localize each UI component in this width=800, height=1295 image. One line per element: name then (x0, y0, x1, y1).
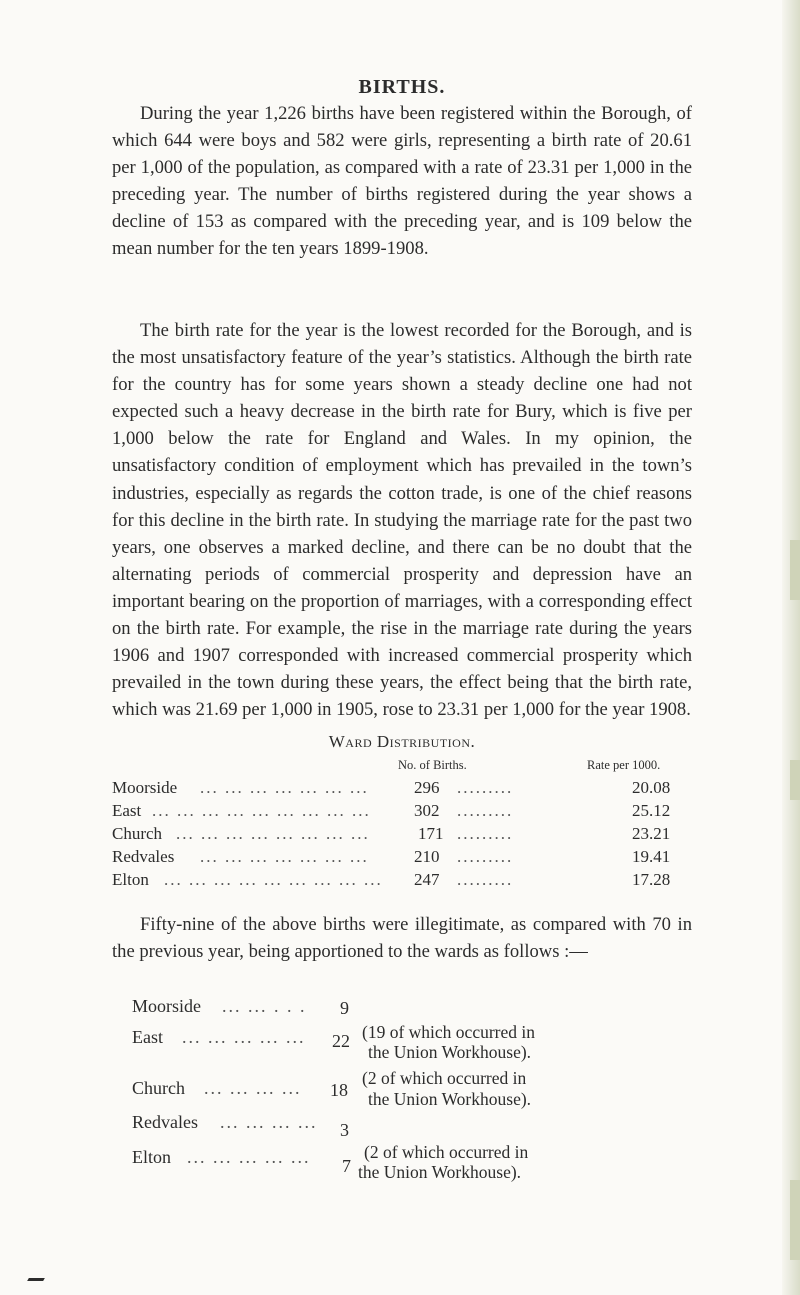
page-edge (782, 0, 800, 1295)
leader-dots: ......... (457, 847, 514, 866)
ward-births: 171 (418, 824, 444, 843)
ward-name: Church (112, 824, 163, 843)
scan-mark (27, 1278, 45, 1281)
ward-name: East (132, 1027, 163, 1047)
ward-name: Elton (132, 1147, 171, 1167)
ward-name: Moorside (132, 996, 201, 1016)
leader-dots: ... ... ... ... ... (182, 1027, 306, 1047)
workhouse-note: (2 of which occurred in (364, 1142, 529, 1162)
leader-dots: ... ... ... ... ... ... ... (200, 778, 369, 797)
illegitimate-count: 3 (340, 1120, 349, 1140)
ward-name: Elton (112, 870, 149, 889)
leader-dots: ......... (457, 801, 514, 820)
list-item (132, 1066, 692, 1110)
page-edge-stain (790, 760, 800, 800)
leader-dots: ... ... ... ... (220, 1112, 318, 1132)
ward-name: Church (132, 1078, 185, 1098)
ward-name: Moorside (112, 778, 178, 797)
ward-rate: 19.41 (632, 847, 671, 866)
table-row (112, 870, 692, 892)
paragraph-illegitimate-births: Fifty-nine of the above births were illegitimate, as compared with 70 in the previous year, being apportioned to the wards as follows :— (112, 914, 692, 963)
ward-rate: 20.08 (632, 778, 671, 797)
page-title: BIRTHS. (358, 76, 446, 98)
paragraph-births-summary: During the year 1,226 births have been registered within the Borough, of which 644 were boys and 582 were girls, representing a birth rate of 20.61 per 1,000 of the population, as compared with a rate of 23.31 per 1,000 in the preceding year. The number of births registered during the year shows a decline of 153 as compared with the preceding year, and is 109 below the mean number for the ten years 1899-1908. (112, 103, 692, 260)
leader-dots: ... ... ... ... ... (187, 1147, 311, 1167)
ward-name: East (112, 801, 142, 820)
illegitimate-count: 18 (330, 1080, 348, 1100)
table-row (112, 801, 692, 823)
ward-births: 247 (414, 870, 440, 889)
list-item (132, 996, 692, 1020)
ward-births: 210 (414, 847, 440, 866)
leader-dots: ......... (457, 870, 514, 889)
table-row (112, 778, 692, 800)
ward-name: Redvales (132, 1112, 198, 1132)
workhouse-note: (19 of which occurred in (362, 1022, 535, 1042)
ward-rate: 23.21 (632, 824, 671, 843)
illegitimate-count: 7 (342, 1156, 351, 1176)
ward-distribution-heading: Ward Distribution. (328, 732, 476, 751)
workhouse-note: the Union Workhouse). (358, 1162, 522, 1182)
table-row (112, 847, 692, 869)
illegitimate-count: 22 (332, 1031, 350, 1051)
ward-births: 296 (414, 778, 440, 797)
page-edge-stain (790, 1180, 800, 1260)
list-item (132, 1112, 692, 1140)
list-item (132, 1020, 692, 1064)
illegitimate-count: 9 (340, 998, 349, 1018)
column-header-rate: Rate per 1000. (587, 758, 661, 772)
ward-rate: 25.12 (632, 801, 671, 820)
page-edge-stain (790, 540, 800, 600)
ward-births: 302 (414, 801, 440, 820)
table-row (112, 824, 692, 846)
leader-dots: ... ... ... ... (204, 1078, 302, 1098)
leader-dots: ......... (457, 778, 514, 797)
column-header-births: No. of Births. (398, 758, 467, 772)
workhouse-note: the Union Workhouse). (368, 1042, 532, 1062)
paragraph-birth-rate-discussion: The birth rate for the year is the lowest recorded for the Borough, and is the most unsatisfactory feature of the year’s statistics. Although the birth rate for the country has for some years shown a steady decline one had not expected such a heavy decrease in the birth rate for Bury, which is five per 1,000 below the rate for England and Wales. In my opinion, the unsatisfactory condition of employment which has prevailed in the town’s industries, especially as regards the cotton trade, is one of the chief reasons for this decline in the birth rate. In studying the marriage rate for the past two years, one observes a marked decline, and there can be no doubt that the alternating periods of commercial prosperity and depression have an important bearing on the proportion of marriages, with a corresponding effect on the birth rate. For example, the rise in the marriage rate during the years 1906 and 1907 corresponded with increased commercial prosperity which prevailed in the town during these years, the effect being that the birth rate, which was 21.69 per 1,000 in 1905, rose to 23.31 per 1,000 for the year 1908. (112, 320, 692, 721)
ward-rate: 17.28 (632, 870, 671, 889)
leader-dots: ... ... . . . (222, 996, 307, 1016)
leader-dots: ......... (457, 824, 514, 843)
leader-dots: ... ... ... ... ... ... ... ... ... (152, 801, 371, 820)
list-item (132, 1140, 692, 1184)
leader-dots: ... ... ... ... ... ... ... (200, 847, 369, 866)
workhouse-note: the Union Workhouse). (368, 1089, 532, 1109)
workhouse-note: (2 of which occurred in (362, 1068, 527, 1088)
leader-dots: ... ... ... ... ... ... ... ... ... (164, 870, 383, 889)
ward-name: Redvales (112, 847, 175, 866)
leader-dots: ... ... ... ... ... ... ... ... (176, 824, 370, 843)
